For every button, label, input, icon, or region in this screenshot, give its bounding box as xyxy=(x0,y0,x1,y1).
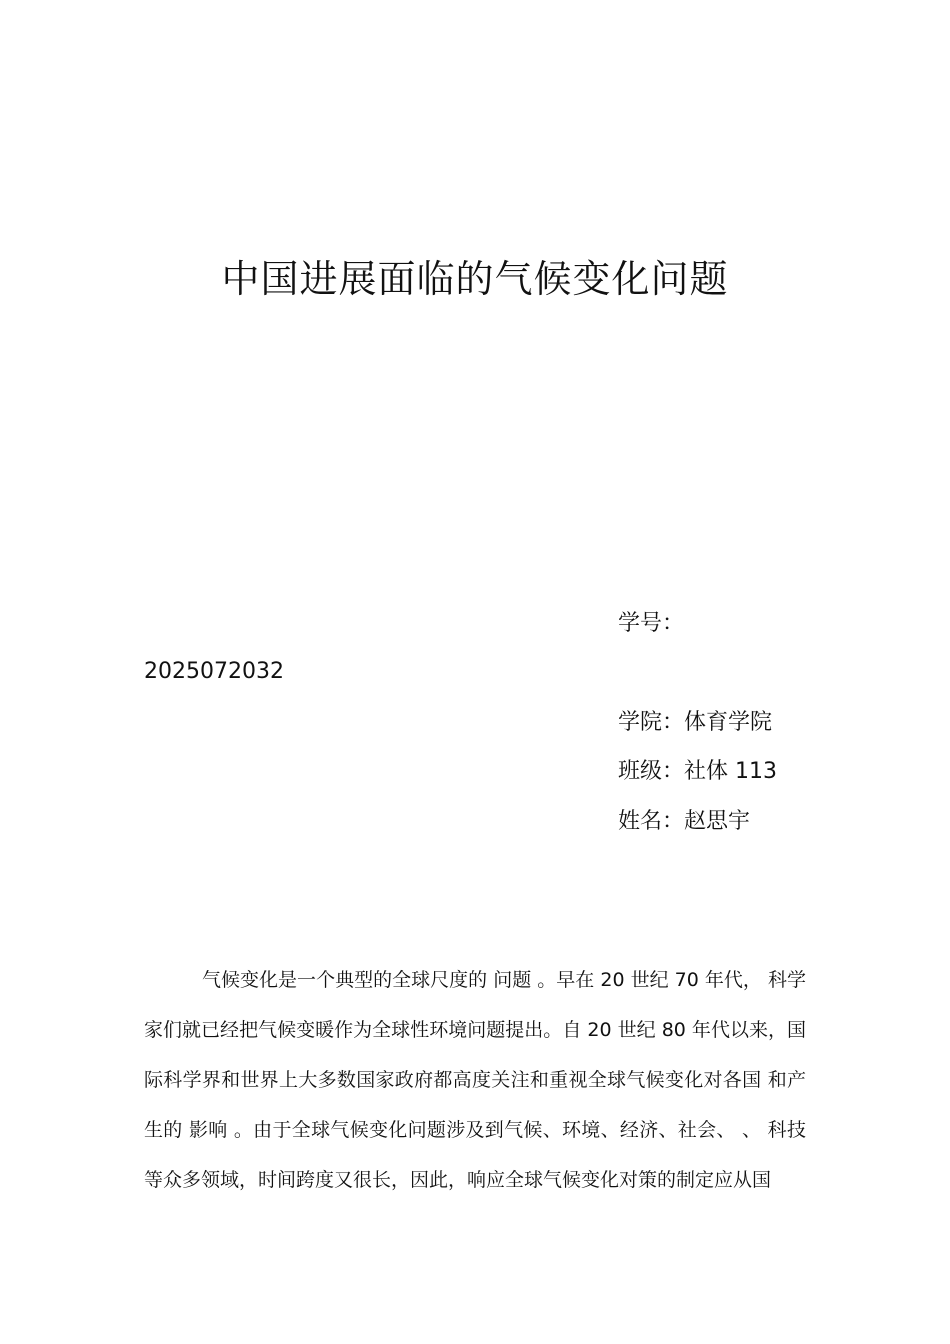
body-paragraph: 气候变化是一个典型的全球尺度的 问题 。早在 20 世纪 70 年代， 科学家们就已经把气候变暖作为全球性环境问题提出。自 20 世纪 80 年代以来，国际科学界和世界上大多数国家政府都高度关注和重视全球气候变化对各国 和产生的 影响 。由于全球气候变化问题涉及到气候、环境、经济、社会、 、 科技 等众多领域，时间跨度又很长，因此，响应全球气候变化对策的制定应从国 xyxy=(144,969,806,1191)
student-id-label: 学号： xyxy=(618,611,685,636)
class-line: 班级：社体 113 xyxy=(618,759,777,784)
student-id-value: 2025072032 xyxy=(144,659,284,684)
document-title: 中国进展面临的气候变化问题 xyxy=(221,257,729,301)
college-line: 学院：体育学院 xyxy=(618,710,773,735)
name-line: 姓名：赵思宇 xyxy=(618,809,751,834)
body-text xyxy=(144,955,806,1205)
